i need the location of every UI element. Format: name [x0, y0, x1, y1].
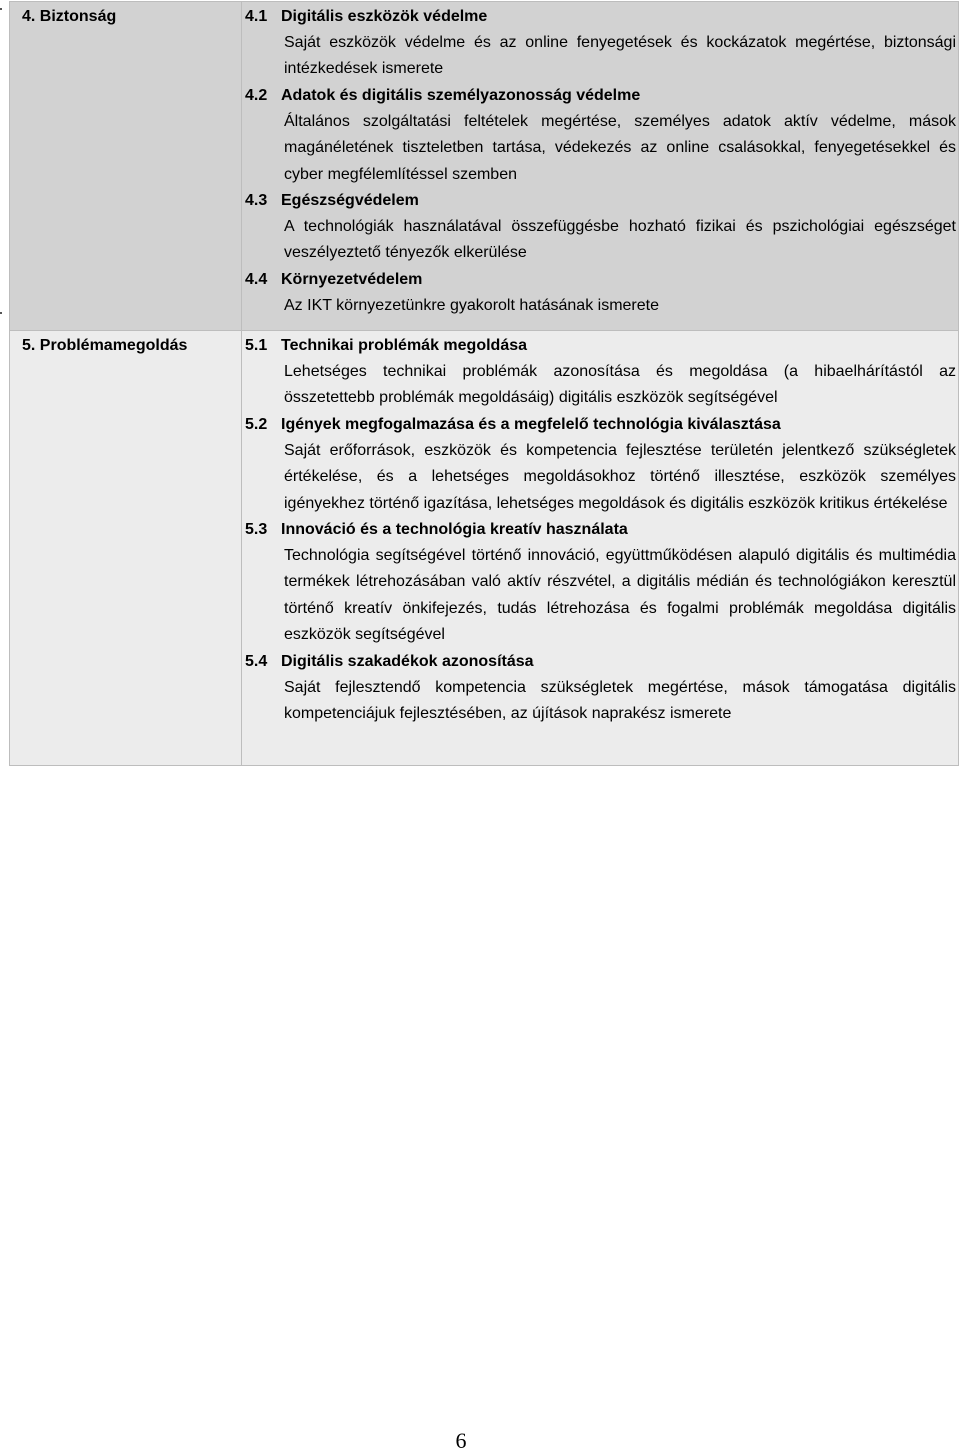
subsection-description: Saját fejlesztendő kompetencia szükségletek megértése, mások támogatása digitális kompetenciájuk fejlesztésében, az újítások naprakész ismerete — [284, 678, 956, 723]
subsection-heading — [245, 188, 956, 214]
subsection-number: 5.4 — [245, 652, 268, 670]
subsection-description: Az IKT környezetünkre gyakorolt hatásának ismerete — [284, 296, 659, 314]
subsection-heading — [245, 333, 956, 359]
subsection-title: Adatok és digitális személyazonosság védelme — [281, 86, 641, 104]
subsection-description: Lehetséges technikai problémák azonosítása és megoldása (a hibaelhárítástól az összetettebb problémák megoldásáig) digitális eszközök segítségével — [284, 363, 956, 407]
content-cell — [242, 2, 959, 331]
subsection-title: Egészségvédelem — [281, 192, 419, 210]
subsection-description: Technológia segítségével történő innováció, együttműködésen alapuló digitális és multimédia termékek létrehozásában való aktív részvétel, a digitális médián és technológiákon keresztül történő kreatív önkifejezés, tudás létrehozása és fogalmi problémák megoldása digitális eszközök segítségével — [284, 547, 956, 644]
competence-table — [9, 1, 959, 766]
subsection-title: Igények megfogalmazása és a megfelelő technológia kiválasztása — [281, 415, 781, 433]
subsection-heading — [245, 412, 956, 438]
subsection-description: Saját eszközök védelme és az online fenyegetések és kockázatok megértése, biztonsági intézkedések ismerete — [284, 34, 956, 78]
subsection-number: 5.3 — [245, 521, 268, 539]
subsection-heading — [245, 83, 956, 109]
subsection-title: Innováció és a technológia kreatív használata — [281, 521, 628, 539]
subsection-number: 4.2 — [245, 86, 268, 104]
subsection-heading — [245, 517, 956, 543]
subsection-heading — [245, 4, 956, 30]
margin-mark — [0, 8, 2, 10]
content-cell — [242, 331, 959, 766]
subsection-number: 5.2 — [245, 415, 268, 433]
subsection-description: Általános szolgáltatási feltételek megértése, személyes adatok aktív védelme, mások magánéletének tiszteletben tartása, védekezés az online csalásokkal, fenyegetésekkel és cyber megfélemlítéssel szemben — [284, 112, 956, 183]
subsection-description: Saját erőforrások, eszközök és kompetencia fejlesztése területén jelentkező szükségletek értékelése, és a lehetséges megoldásokhoz történő illesztése, eszközök személyes igényekhez történő igazítása, lehetséges megoldások és digitális eszközök kritikus értékelése — [284, 441, 956, 512]
category-label: 5. Problémamegoldás — [22, 337, 188, 354]
table-row-security — [10, 2, 959, 331]
subsection-title: Digitális szakadékok azonosítása — [281, 652, 534, 670]
category-cell — [10, 331, 242, 766]
category-cell — [10, 2, 242, 331]
subsection-number: 5.1 — [245, 337, 268, 354]
subsection-number: 4.1 — [245, 8, 268, 25]
subsection-heading — [245, 649, 956, 675]
subsection-description: A technológiák használatával összefüggésbe hozható fizikai és pszichológiai egészséget veszélyeztető tényezők elkerülése — [284, 218, 956, 262]
subsection-title: Digitális eszközök védelme — [281, 8, 488, 25]
table-row-problem-solving — [10, 331, 959, 766]
margin-mark — [0, 312, 2, 314]
subsection-title: Technikai problémák megoldása — [281, 337, 528, 354]
subsection-number: 4.4 — [245, 270, 268, 288]
category-label: 4. Biztonság — [22, 8, 117, 25]
subsection-number: 4.3 — [245, 192, 268, 210]
subsection-title: Környezetvédelem — [281, 270, 423, 288]
page-number: 6 — [455, 1428, 467, 1453]
subsection-heading — [245, 267, 956, 293]
